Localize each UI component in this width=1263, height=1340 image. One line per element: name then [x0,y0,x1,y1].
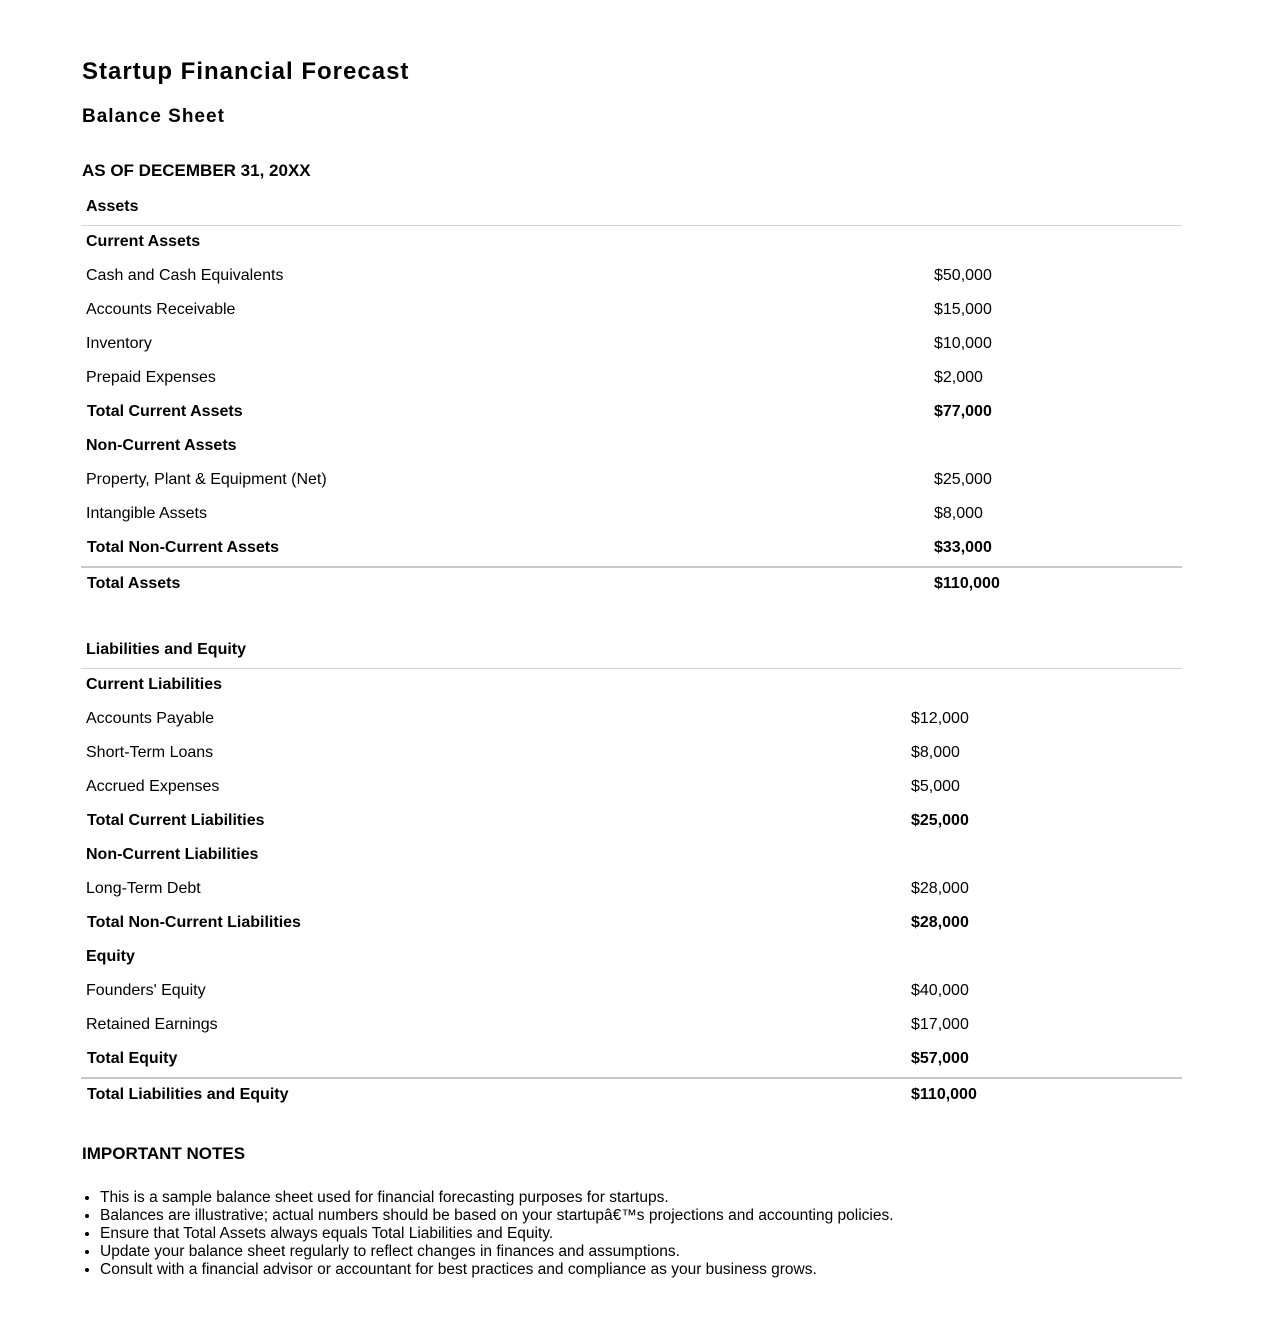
table-row [81,872,1182,906]
row-value: $8,000 [911,744,960,761]
noncurrent-liabilities-heading: Non-Current Liabilities [86,846,259,863]
current-assets-heading: Current Assets [86,233,201,250]
row-value: $57,000 [911,1050,969,1067]
noncurrent-liabilities-heading-row [81,838,1182,872]
list-item: • This is a sample balance sheet used for financial forecasting purposes for startups. [100,1189,894,1207]
total-noncurrent-assets-row [81,531,1182,565]
table-row [81,702,1182,736]
table-row [81,463,1182,497]
notes-heading: IMPORTANT NOTES [82,1144,246,1163]
equity-heading-row [81,940,1182,974]
table-row [81,259,1182,293]
row-value: $28,000 [911,880,969,897]
total-liabilities-equity-row [81,1078,1182,1112]
total-assets-row [81,567,1182,601]
table-row [81,327,1182,361]
noncurrent-assets-heading-row [81,429,1182,463]
row-value: $33,000 [934,539,992,556]
page-title: Startup Financial Forecast [82,58,410,85]
row-value: $77,000 [934,403,992,420]
list-item: • Consult with a financial advisor or accountant for best practices and compliance as your business grows. [100,1261,894,1279]
row-value: $10,000 [934,335,992,352]
page-subtitle: Balance Sheet [82,106,225,127]
liabilities-heading: Liabilities and Equity [86,641,247,658]
row-value: $15,000 [934,301,992,318]
list-item: • Ensure that Total Assets always equals Total Liabilities and Equity. [100,1225,894,1243]
table-row [81,974,1182,1008]
row-value: $28,000 [911,914,969,931]
list-item: • Balances are illustrative; actual numbers should be based on your startupâ€™s projections and accounting policies. [100,1207,894,1225]
row-label: Long-Term Debt [86,880,201,897]
as-of-date: AS OF DECEMBER 31, 20XX [82,161,311,180]
row-label: Inventory [86,335,152,352]
row-label: Prepaid Expenses [86,369,216,386]
row-label: Short-Term Loans [86,744,214,761]
table-row [81,1008,1182,1042]
total-current-liabilities-row [81,804,1182,838]
row-value: $5,000 [911,778,960,795]
row-label: Property, Plant & Equipment (Net) [86,471,327,488]
assets-heading-row [81,190,1182,224]
row-label: Accrued Expenses [86,778,220,795]
row-label: Total Current Assets [87,403,243,420]
table-row [81,736,1182,770]
row-value: $12,000 [911,710,969,727]
row-value: $2,000 [934,369,983,386]
row-label: Total Assets [87,575,181,592]
row-value: $40,000 [911,982,969,999]
notes-list [82,1189,894,1279]
row-label: Accounts Payable [86,710,215,727]
row-label: Retained Earnings [86,1016,218,1033]
row-label: Total Non-Current Assets [87,539,280,556]
noncurrent-assets-heading: Non-Current Assets [86,437,237,454]
row-value: $17,000 [911,1016,969,1033]
total-noncurrent-liabilities-row [81,906,1182,940]
current-liabilities-heading-row [81,668,1182,702]
row-value: $50,000 [934,267,992,284]
equity-heading: Equity [86,948,135,965]
row-label: Cash and Cash Equivalents [86,267,284,284]
total-equity-row [81,1042,1182,1076]
table-row [81,293,1182,327]
total-current-assets-row [81,395,1182,429]
row-value: $8,000 [934,505,983,522]
row-label: Total Non-Current Liabilities [87,914,301,931]
row-label: Intangible Assets [86,505,207,522]
row-label: Accounts Receivable [86,301,236,318]
table-row [81,497,1182,531]
row-label: Total Current Liabilities [87,812,265,829]
current-assets-heading-row [81,225,1182,259]
row-value: $110,000 [934,575,1000,592]
row-value: $25,000 [911,812,969,829]
row-label: Founders' Equity [86,982,206,999]
liabilities-heading-row [81,633,1182,667]
row-value: $110,000 [911,1086,977,1103]
table-row [81,770,1182,804]
row-label: Total Equity [87,1050,178,1067]
row-value: $25,000 [934,471,992,488]
table-row [81,361,1182,395]
row-label: Total Liabilities and Equity [87,1086,289,1103]
assets-heading: Assets [86,198,139,215]
list-item: • Update your balance sheet regularly to reflect changes in finances and assumptions. [100,1243,894,1261]
current-liabilities-heading: Current Liabilities [86,676,223,693]
